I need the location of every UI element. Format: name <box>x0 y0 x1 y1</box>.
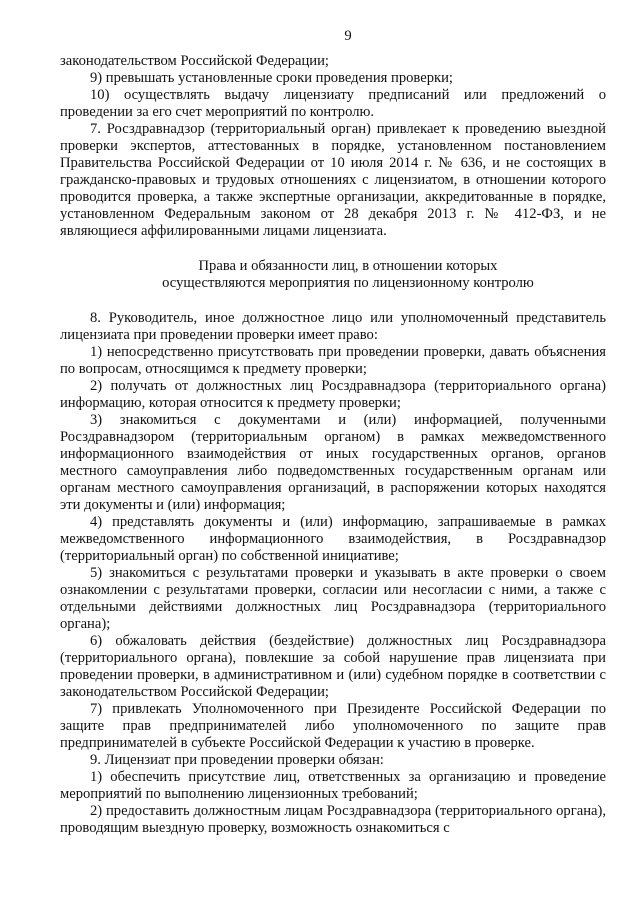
paragraph-right-3: 3) знакомиться с документами и (или) информацией, полученными Росздравнадзором (территориальным органом) в рамках межведомственного информационного взаимодействия от иных государственных органов, органов местного самоуправления либо подведомственных государственным органам или органам местного самоуправления организаций, в распоряжении которых находятся эти документы и (или) информация; <box>60 412 606 513</box>
paragraph-right-4: 4) представлять документы и (или) информацию, запрашиваемые в рамках межведомственного информационного взаимодействия, в Росздравнадзор (территориальный орган) по собственной инициативе; <box>60 514 606 564</box>
paragraph-clause-9: 9. Лицензиат при проведении проверки обязан: <box>90 752 384 768</box>
paragraph-item-9: 9) превышать установленные сроки проведения проверки; <box>90 70 453 86</box>
section-heading-line-1: Права и обязанности лиц, в отношении которых <box>198 258 498 274</box>
paragraph-continuation: законодательством Российской Федерации; <box>60 53 329 69</box>
paragraph-right-7: 7) привлекать Уполномоченного при Президенте Российской Федерации по защите прав предпринимателей либо уполномоченного по защите прав предпринимателей в субъекте Российской Федерации к участию в проверке. <box>60 701 606 751</box>
paragraph-duty-1: 1) обеспечить присутствие лиц, ответственных за организацию и проведение мероприятий по выполнению лицензионных требований; <box>60 769 606 802</box>
paragraph-right-5: 5) знакомиться с результатами проверки и указывать в акте проверки о своем ознакомлении с результатами проверки, согласии или несогласии с ними, а также с отдельными действиями должностных лиц Росздравнадзора (территориального органа); <box>60 565 606 632</box>
paragraph-duty-2: 2) предоставить должностным лицам Росздравнадзора (территориального органа), проводящим выездную проверку, возможность ознакомиться с <box>60 803 606 836</box>
paragraph-right-6: 6) обжаловать действия (бездействие) должностных лиц Росздравнадзора (территориального органа), повлекшие за собой нарушение прав лицензиата при проведении проверки, в административном и (или) судебном порядке в соответствии с законодательством Российской Федерации; <box>60 633 606 700</box>
paragraph-item-10: 10) осуществлять выдачу лицензиату предписаний или предложений о проведении за его счет мероприятий по контролю. <box>60 87 606 120</box>
paragraph-right-1: 1) непосредственно присутствовать при проведении проверки, давать объяснения по вопросам, относящимся к предмету проверки; <box>60 344 606 377</box>
paragraph-clause-7: 7. Росздравнадзор (территориальный орган) привлекает к проведению выездной проверки экспертов, аттестованных в порядке, установленном постановлением Правительства Российской Федерации от 10 июля 2014 г. № 636, и не состоящих в гражданско-правовых и трудовых отношениях с лицензиатом, в отношении которого проводится проверка, а также экспертные организации, аккредитованные в порядке, установленном Федеральным законом от 28 декабря 2013 г. № 412-ФЗ, и не являющиеся аффилированными лицами лицензиата. <box>60 121 606 239</box>
paragraph-right-2: 2) получать от должностных лиц Росздравнадзора (территориального органа) информацию, которая относится к предмету проверки; <box>60 378 606 411</box>
paragraph-clause-8: 8. Руководитель, иное должностное лицо или уполномоченный представитель лицензиата при проведении проверки имеет право: <box>60 310 606 343</box>
section-heading-line-2: осуществляются мероприятия по лицензионному контролю <box>162 275 534 291</box>
page-number: 9 <box>344 28 352 44</box>
section-heading <box>60 258 606 292</box>
